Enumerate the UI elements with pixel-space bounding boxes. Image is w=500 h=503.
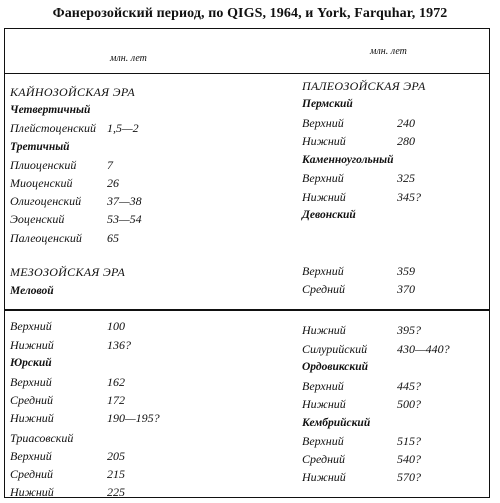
row-label: Силурийский xyxy=(302,342,368,356)
row-label: Средний xyxy=(10,467,54,481)
row-label: Верхний xyxy=(302,116,344,130)
row-label: Верхний xyxy=(302,379,344,393)
row-label: Нижний xyxy=(302,190,346,204)
row-value: 65 xyxy=(107,231,119,245)
row-label: Триасовский xyxy=(10,431,74,445)
row-label: ПАЛЕОЗОЙСКАЯ ЭРА xyxy=(302,79,426,93)
row-label: Нижний xyxy=(10,338,54,352)
row-value: 190—195? xyxy=(107,411,160,425)
row-value: 359 xyxy=(397,264,415,278)
row-label: Ордовикский xyxy=(302,361,369,373)
row-value: 37—38 xyxy=(107,194,142,208)
row-label: Каменноугольный xyxy=(302,154,394,166)
row-label: Кембрийский xyxy=(302,417,371,429)
row-label: Третичный xyxy=(10,141,70,153)
row-label: Верхний xyxy=(302,434,344,448)
row-value: 1,5—2 xyxy=(107,121,139,135)
row-label: Меловой xyxy=(10,285,54,297)
row-label: Пермский xyxy=(302,98,353,110)
row-value: 570? xyxy=(397,470,421,484)
row-label: Верхний xyxy=(10,319,52,333)
row-value: 225 xyxy=(107,485,125,499)
row-value: 445? xyxy=(397,379,421,393)
row-label: Четвертичный xyxy=(10,104,91,116)
row-label: Нижний xyxy=(302,134,346,148)
row-label: Нижний xyxy=(302,397,346,411)
row-value: 136? xyxy=(107,338,131,352)
row-value: 325 xyxy=(397,171,415,185)
row-label: Средний xyxy=(302,452,346,466)
row-label: Нижний xyxy=(302,323,346,337)
row-value: 430—440? xyxy=(397,342,450,356)
table-title: Фанерозойский период, по QIGS, 1964, и York, Farquhar, 1972 xyxy=(52,6,448,21)
row-label: Средний xyxy=(10,393,54,407)
row-label: Средний xyxy=(302,282,346,296)
row-value: 53—54 xyxy=(107,212,142,226)
row-value: 515? xyxy=(397,434,421,448)
row-label: МЕЗОЗОЙСКАЯ ЭРА xyxy=(10,265,126,279)
row-value: 172 xyxy=(107,393,125,407)
row-value: 240 xyxy=(397,116,415,130)
row-label: Верхний xyxy=(302,264,344,278)
row-label: Верхний xyxy=(302,171,344,185)
row-label: Палеоценский xyxy=(10,231,82,245)
row-value: 370 xyxy=(397,282,415,296)
row-value: 500? xyxy=(397,397,421,411)
row-value: 162 xyxy=(107,375,125,389)
header-rule xyxy=(4,73,490,74)
row-label: Плейстоценский xyxy=(10,121,97,135)
row-value: 26 xyxy=(107,176,119,190)
section-divider xyxy=(4,309,490,311)
unit-label-right: млн. лет xyxy=(370,46,407,57)
row-label: Миоценский xyxy=(10,176,73,190)
row-value: 395? xyxy=(397,323,421,337)
row-value: 345? xyxy=(397,190,421,204)
row-label: Верхний xyxy=(10,449,52,463)
row-value: 540? xyxy=(397,452,421,466)
row-label: КАЙНОЗОЙСКАЯ ЭРА xyxy=(10,85,136,99)
row-label: Верхний xyxy=(10,375,52,389)
row-value: 215 xyxy=(107,467,125,481)
row-value: 7 xyxy=(107,158,113,172)
row-label: Девонский xyxy=(302,209,356,221)
row-value: 280 xyxy=(397,134,415,148)
unit-label-left: млн. лет xyxy=(110,53,147,64)
row-value: 205 xyxy=(107,449,125,463)
row-label: Эоценский xyxy=(10,212,65,226)
row-value: 100 xyxy=(107,319,125,333)
row-label: Нижний xyxy=(10,411,54,425)
row-label: Плиоценский xyxy=(10,158,77,172)
row-label: Нижний xyxy=(10,485,54,499)
row-label: Нижний xyxy=(302,470,346,484)
row-label: Олигоценский xyxy=(10,194,82,208)
row-label: Юрский xyxy=(10,357,52,369)
